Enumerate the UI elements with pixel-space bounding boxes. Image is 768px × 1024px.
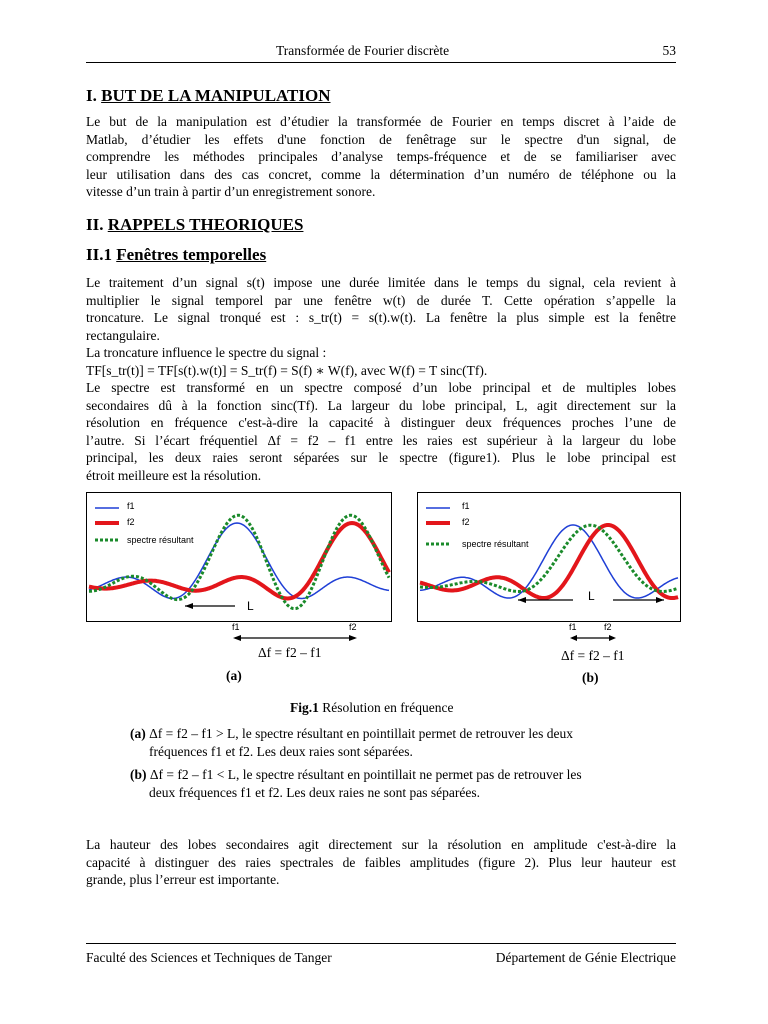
figure-a-tick-f2: f2 bbox=[349, 622, 357, 632]
section-2-1-number: II.1 bbox=[86, 245, 112, 264]
formula-line: TF[s_tr(t)] = TF[s(t).w(t)] = S_tr(f) = S(f) ∗ W(f), avec W(f) = T sinc(Tf). bbox=[86, 362, 488, 378]
section-1-heading bbox=[86, 86, 331, 106]
paragraph-line: capacité à distinguer des raies spectrales de faibles amplitudes (figure 2). Plus leur hauteur est bbox=[86, 854, 676, 870]
page-header bbox=[86, 40, 676, 63]
section-1-paragraph bbox=[86, 113, 676, 201]
paragraph-line: La troncature influence le spectre du signal : bbox=[86, 345, 327, 360]
paragraph-line: l’autre. Si l’écart fréquentiel Δf = f2 – f1 entre les raies est supérieur à la largeur du lobe bbox=[86, 432, 676, 448]
legend-f2-label: f2 bbox=[462, 517, 470, 527]
section-2-heading bbox=[86, 215, 303, 235]
section-2-1-heading bbox=[86, 245, 266, 265]
section-2-number: II. bbox=[86, 215, 104, 234]
paragraph-line: vitesse d’un train à partir d’un enregistrement sonore. bbox=[86, 184, 376, 199]
section-1-number: I. bbox=[86, 86, 97, 105]
arrow-head bbox=[185, 603, 193, 609]
figure-caption-text: Résolution en fréquence bbox=[322, 700, 454, 715]
closing-paragraph bbox=[86, 836, 676, 889]
paragraph-line: Le but de la manipulation est d’étudier la transformée de Fourier en temps discret à l’aide de bbox=[86, 114, 676, 129]
paragraph-line: Le traitement d’un signal s(t) impose une durée limitée dans le temps du signal, cela revient à bbox=[86, 275, 676, 290]
section-1-title: BUT DE LA MANIPULATION bbox=[101, 86, 331, 105]
figure-caption bbox=[290, 700, 453, 716]
paragraph-line: multiplier le signal temporel par une fenêtre w(t) de durée T. Cette opération s’appelle la bbox=[86, 292, 676, 308]
arrow-head bbox=[518, 597, 526, 603]
figure-b-delta-arrow bbox=[568, 632, 618, 644]
paragraph-line: rectangulaire. bbox=[86, 327, 160, 343]
figure-a-delta-label: Δf = f2 – f1 bbox=[258, 645, 322, 660]
figure-a-delta-arrow bbox=[230, 632, 360, 644]
figure-b-tick-f1: f1 bbox=[569, 622, 577, 632]
legend-result-label: spectre résultant bbox=[462, 539, 529, 549]
paragraph-line: comprendre les méthodes principales d’analyse temps-fréquence et de se familiariser avec bbox=[86, 149, 676, 164]
paragraph-line: La hauteur des lobes secondaires agit directement sur la résolution en amplitude c'est-à-dire la bbox=[86, 837, 676, 852]
section-2-title: RAPPELS THEORIQUES bbox=[107, 215, 304, 234]
figure-note-a bbox=[130, 725, 573, 760]
legend-f1-label: f1 bbox=[127, 501, 135, 511]
paragraph-line: étroit meilleure est la résolution. bbox=[86, 467, 262, 483]
note-b-line: deux fréquences f1 et f2. Les deux raies ne sont pas séparées. bbox=[149, 784, 480, 800]
lobe-width-label: L bbox=[588, 589, 595, 603]
note-a-line: fréquences f1 et f2. Les deux raies sont séparées. bbox=[149, 743, 413, 759]
paragraph-line: principal, les deux raies seront séparées sur le spectre (figure1). Plus le lobe principal est bbox=[86, 450, 676, 465]
figure-b-label: (b) bbox=[582, 670, 599, 685]
paragraph-line: Le spectre est transformé en un spectre composé d’un lobe principal et de multiples lobes bbox=[86, 380, 676, 395]
note-b-tag: (b) bbox=[130, 767, 147, 782]
figure-b-tick-f2: f2 bbox=[604, 622, 612, 632]
legend-result-label: spectre résultant bbox=[127, 535, 194, 545]
section-2-1-title: Fenêtres temporelles bbox=[116, 245, 267, 264]
paragraph-line: résolution en fréquence c'est-à-dire la capacité à distinguer deux fréquences proches l’une de bbox=[86, 415, 676, 430]
section-2-1-paragraph bbox=[86, 274, 676, 484]
curve-result bbox=[420, 525, 678, 591]
legend-f1-label: f1 bbox=[462, 501, 470, 511]
note-a-tag: (a) bbox=[130, 726, 146, 741]
arrow-head bbox=[656, 597, 664, 603]
page-number: 53 bbox=[662, 43, 676, 58]
figure-a-label: (a) bbox=[226, 668, 242, 683]
legend-f2-label: f2 bbox=[127, 517, 135, 527]
page-footer bbox=[86, 943, 676, 965]
header-title: Transformée de Fourier discrète bbox=[276, 43, 450, 58]
curve-f2 bbox=[420, 525, 678, 598]
lobe-width-label: L bbox=[247, 599, 254, 613]
paragraph-line: troncature. Le signal tronqué est : s_tr(t) = s(t).w(t). La fenêtre la plus simple est la fenêtre bbox=[86, 310, 676, 325]
footer-right: Département de Génie Electrique bbox=[495, 950, 676, 965]
curve-result bbox=[89, 515, 389, 608]
figure-note-b bbox=[130, 766, 582, 801]
paragraph-line: secondaires dû à la fonction sinc(Tf). La largeur du lobe principal, L, agit directement sur la bbox=[86, 397, 676, 413]
figure-b-delta-label: Δf = f2 – f1 bbox=[561, 648, 625, 663]
paragraph-line: grande, plus l’erreur est importante. bbox=[86, 872, 280, 887]
footer-left: Faculté des Sciences et Techniques de Tanger bbox=[86, 950, 332, 965]
note-a-line: Δf = f2 – f1 > L, le spectre résultant en pointillait permet de retrouver les deux bbox=[149, 726, 574, 741]
figure-a-tick-f1: f1 bbox=[232, 622, 240, 632]
paragraph-line: leur utilisation dans des cas concret, comme la détermination d’un numéro de téléphone ou la bbox=[86, 166, 676, 182]
note-b-line: Δf = f2 – f1 < L, le spectre résultant en pointillait ne permet pas de retrouver les bbox=[149, 767, 582, 782]
figure-a-plot bbox=[86, 492, 392, 622]
paragraph-line: Matlab, d’étudier les effets d'une fonction de fenêtrage sur le spectre d'un signal, de bbox=[86, 131, 676, 147]
figure-b-plot bbox=[417, 492, 681, 622]
figure-caption-number: Fig.1 bbox=[290, 700, 319, 715]
